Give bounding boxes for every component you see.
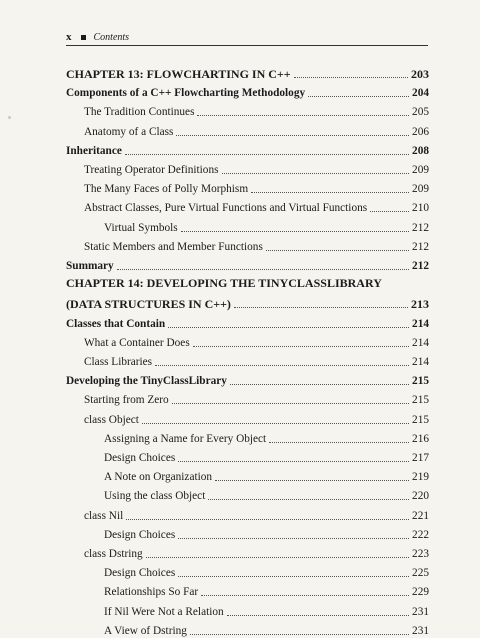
dot-leader — [193, 346, 409, 347]
toc-entry-page: 213 — [411, 297, 429, 312]
toc-entry — [104, 526, 429, 542]
toc-entry-title: Using the class Object — [104, 490, 206, 503]
dot-leader — [370, 211, 409, 212]
toc-entry — [84, 334, 429, 350]
toc-entry-page: 208 — [412, 144, 429, 157]
toc-entry-page: 204 — [412, 87, 429, 100]
toc-entry-title: class Object — [84, 413, 139, 426]
toc-entry — [104, 430, 429, 446]
toc-entry — [84, 199, 429, 215]
toc-entry-title: Relationships So Far — [104, 586, 199, 599]
toc-entry — [84, 180, 429, 196]
dot-leader — [266, 250, 409, 251]
toc-entry-title: The Many Faces of Polly Morphism — [84, 183, 249, 196]
toc-entry-title: Class Libraries — [84, 356, 153, 368]
toc-entry-page: 212 — [412, 240, 429, 253]
toc-entry-title: Design Choices — [104, 528, 176, 541]
running-header-title: Contents — [93, 31, 130, 43]
toc-entry-title: Static Members and Member Functions — [84, 240, 263, 253]
square-bullet-icon — [81, 35, 86, 40]
toc-entry-title: Anatomy of a Class — [84, 125, 174, 138]
dot-leader — [126, 519, 409, 520]
toc-entry — [104, 583, 429, 599]
toc-entry — [104, 449, 429, 465]
dot-leader — [222, 173, 410, 174]
page-speck — [8, 116, 11, 119]
toc-entry-title: A Note on Organization — [104, 471, 213, 484]
toc-entry: CHAPTER 14: DEVELOPING THE TINYCLASSLIBRARY — [66, 276, 382, 291]
toc-entry-page: 221 — [412, 509, 429, 522]
dot-leader — [178, 538, 409, 539]
toc-entry-title: Components of a C++ Flowcharting Methodology — [66, 87, 306, 100]
dot-leader — [208, 499, 409, 500]
toc-entry-page: 214 — [412, 356, 429, 368]
dot-leader — [172, 403, 409, 404]
toc-entry-page: 212 — [412, 260, 429, 272]
toc-entry-title: Treating Operator Definitions — [84, 164, 219, 176]
toc-entry — [104, 219, 429, 235]
toc-entry — [66, 257, 429, 273]
toc-entry — [66, 295, 429, 311]
toc-entry — [84, 353, 429, 369]
toc-entry-page: 205 — [412, 106, 429, 119]
toc-entry — [66, 372, 429, 388]
toc-entry-title: Classes that Contain — [66, 317, 166, 330]
toc-entry-title: Summary — [66, 260, 114, 272]
toc-entry-page: 217 — [412, 452, 429, 464]
toc-entry-title: Inheritance — [66, 144, 122, 157]
toc-entry-page: 214 — [412, 317, 429, 330]
dot-leader — [181, 231, 409, 232]
toc-entry — [104, 468, 429, 484]
toc-entry-title: What a Container Does — [84, 336, 190, 349]
toc-entry — [66, 315, 429, 331]
toc-entry-title: CHAPTER 13: FLOWCHARTING IN C++ — [66, 67, 291, 81]
dot-leader — [215, 480, 409, 481]
toc-entry-page: 219 — [412, 471, 429, 484]
dot-leader — [251, 192, 409, 193]
dot-leader — [178, 461, 409, 462]
toc-entry-title: The Tradition Continues — [84, 106, 195, 119]
toc-entry — [84, 411, 429, 427]
toc-entry-page: 215 — [412, 394, 429, 407]
toc-entry-page: 212 — [412, 221, 429, 234]
toc-entry-page: 210 — [412, 202, 429, 215]
toc-entry-page: 220 — [412, 490, 429, 503]
toc-entry — [84, 391, 429, 407]
toc-entry — [104, 622, 429, 638]
toc-entry-title: Design Choices — [104, 567, 176, 580]
dot-leader — [176, 135, 409, 136]
dot-leader — [178, 576, 409, 577]
toc-entry-page: 229 — [412, 586, 429, 599]
toc-entry — [104, 603, 429, 619]
dot-leader — [269, 442, 409, 443]
header-rule — [66, 45, 428, 46]
toc-entry — [66, 65, 429, 81]
toc-entry — [66, 142, 429, 158]
dot-leader — [155, 365, 409, 366]
dot-leader — [201, 595, 409, 596]
toc-entry-title: Abstract Classes, Pure Virtual Functions and Virtual Functions — [84, 202, 368, 215]
toc-entry-title: A View of Dstring — [104, 624, 187, 637]
toc-entry-page: 222 — [412, 528, 429, 541]
page-number: x — [66, 31, 72, 43]
toc-entry — [84, 161, 429, 177]
toc-entry-page: 215 — [412, 375, 429, 388]
toc-entry — [84, 238, 429, 254]
toc-entry-page: 223 — [412, 548, 429, 560]
dot-leader — [125, 154, 409, 155]
toc-entry-title: Developing the TinyClassLibrary — [66, 375, 227, 388]
dot-leader — [294, 77, 408, 78]
toc-entry-title: (DATA STRUCTURES IN C++) — [66, 297, 231, 312]
toc-entry — [84, 123, 429, 139]
dot-leader — [142, 423, 409, 424]
dot-leader — [168, 327, 409, 328]
toc-entry-title: Starting from Zero — [84, 394, 169, 407]
dot-leader — [227, 615, 409, 616]
toc-entry-title: Design Choices — [104, 452, 176, 464]
toc-entry-page: 209 — [412, 164, 429, 176]
toc-entry — [66, 84, 429, 100]
toc-entry-page: 216 — [412, 432, 429, 445]
dot-leader — [190, 634, 409, 635]
toc-entry-page: 231 — [412, 624, 429, 637]
toc-entry-page: 231 — [412, 605, 429, 618]
dot-leader — [308, 96, 409, 97]
toc-entry-page: 209 — [412, 183, 429, 196]
dot-leader — [230, 384, 409, 385]
toc-entry-title: Assigning a Name for Every Object — [104, 432, 267, 445]
toc-entry-title: If Nil Were Not a Relation — [104, 605, 224, 618]
toc-entry — [104, 487, 429, 503]
toc-entry-page: 206 — [412, 125, 429, 138]
toc-entry — [84, 103, 429, 119]
toc-entry — [84, 507, 429, 523]
toc-entry — [104, 564, 429, 580]
running-header — [66, 30, 422, 44]
toc-entry-title: class Dstring — [84, 548, 143, 560]
dot-leader — [234, 307, 408, 308]
toc-entry-page: 215 — [412, 413, 429, 426]
toc-entry-page: 225 — [412, 567, 429, 580]
dot-leader — [117, 269, 409, 270]
toc-entry — [84, 545, 429, 561]
dot-leader — [197, 115, 409, 116]
toc-entry-page: 214 — [412, 336, 429, 349]
toc-entry-title: Virtual Symbols — [104, 221, 178, 234]
dot-leader — [146, 557, 409, 558]
toc-entry-title: class Nil — [84, 509, 124, 522]
toc-entry-page: 203 — [411, 67, 429, 81]
